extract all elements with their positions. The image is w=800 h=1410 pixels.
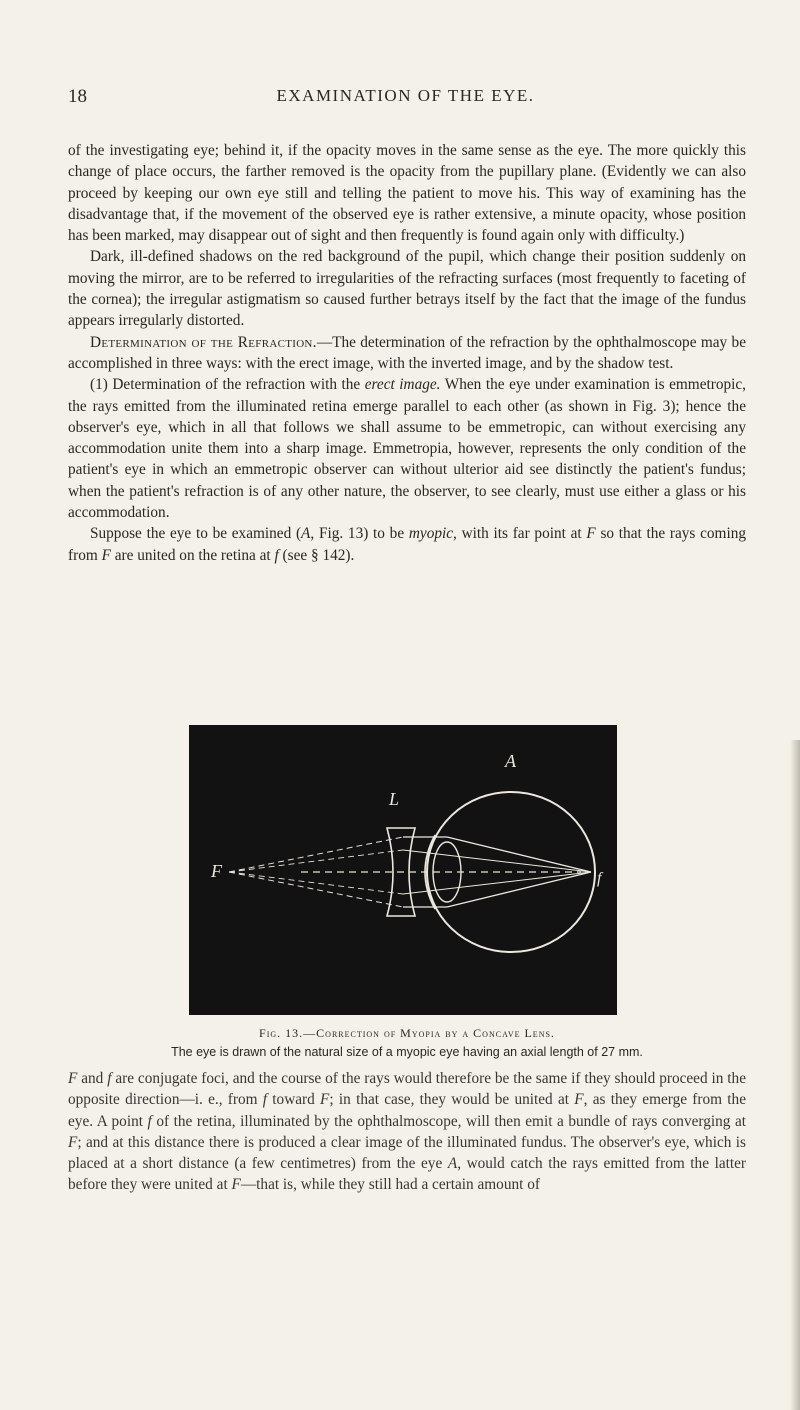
- section-heading: Determination of the Refraction.: [90, 333, 317, 351]
- body-text-bottom: [68, 1068, 746, 1196]
- paragraph-myopic: [68, 523, 746, 566]
- paragraph-conjugate-foci: [68, 1068, 746, 1196]
- section-intro-text: —The determination of the refraction by the ophthalmoscope may be accomplished in three ways: with the erect image, with the inverted image, and by the shadow test.: [68, 333, 746, 372]
- symbol-f: f: [262, 1091, 268, 1109]
- symbol-F: F: [320, 1091, 330, 1109]
- symbol-f: f: [147, 1112, 152, 1130]
- emphasis-myopic: myopic: [408, 525, 454, 543]
- text-span: , would catch the rays emitted from the latter before they were united at: [68, 1155, 746, 1194]
- symbol-F: F: [101, 546, 111, 564]
- caption-title: Fig. 13.—Correction of Myopia by a Concave Lens.: [259, 1026, 555, 1040]
- figure-caption: [68, 1026, 746, 1059]
- text-span: (1) Determination of the refraction with the: [90, 376, 365, 394]
- label-L: L: [389, 789, 400, 809]
- text-span: are conjugate foci, and the course of the rays would therefore be the same if they should proceed in the opposite direction—i. e., from: [68, 1070, 746, 1109]
- symbol-F: F: [574, 1091, 584, 1109]
- caption-note: The eye is drawn of the natural size of a myopic eye having an axial length of 27 mm.: [171, 1045, 643, 1059]
- text-span: (see § 142).: [278, 546, 355, 564]
- symbol-F: F: [68, 1070, 78, 1087]
- text-span: ; in that case, they would be united at: [329, 1091, 575, 1109]
- emphasis-erect-image: erect image.: [364, 376, 441, 394]
- text-span: Suppose the eye to be examined (: [90, 525, 302, 543]
- paragraph-2: Dark, ill-defined shadows on the red background of the pupil, which change their position suddenly on moving the mirror, are to be referred to irregularities of the refracting surfaces (most frequently to faceting of the cornea); the irregular astigmatism so caused further betrays itself by the fact that the image of the fundus appears irregularly distorted.: [68, 248, 746, 330]
- symbol-f: f: [274, 546, 279, 564]
- symbol-F: F: [586, 525, 596, 543]
- myopia-diagram: [189, 725, 617, 1015]
- page-header: [68, 86, 743, 116]
- label-F: F: [211, 861, 222, 881]
- page-number: 18: [68, 86, 87, 107]
- text-span: and: [77, 1070, 108, 1087]
- text-span: ; and at this distance there is produced a clear image of the illuminated fundus. The observer's eye, which is placed at a short distance (a few centimetres) from the eye: [68, 1133, 746, 1173]
- text-span: , as they emerge from the eye. A point: [68, 1091, 746, 1130]
- text-span: , with its far point at: [453, 525, 587, 543]
- text-span: of the retina, illuminated by the ophthalmoscope, will then emit a bundle of rays converging at: [151, 1112, 747, 1130]
- text-span: are united on the retina at: [110, 546, 275, 564]
- text-span: When the eye under examination is emmetropic, the rays emitted from the illuminated retina emerge parallel to each other (as shown in Fig. 3); hence the observer's eye, which in all that follows we shall assume to be emmetropic, can without exercising any accommodation unite them into a sharp image. Emmetropia, however, represents the only condition of the patient's eye in which an emmetropic observer can without ulterior aid see distinctly the patient's fundus; when the patient's refraction is of any other nature, the observer, to see clearly, must use either a glass or his accommodation.: [68, 376, 746, 522]
- label-f: f: [597, 870, 602, 887]
- page-edge-shadow: [790, 740, 800, 1410]
- label-A: A: [505, 751, 516, 771]
- text-span: so that the rays coming from: [68, 525, 746, 564]
- text-span: toward: [267, 1091, 321, 1109]
- text-span: —that is, while they still had a certain amount of: [240, 1176, 540, 1194]
- running-head: EXAMINATION OF THE EYE.: [276, 86, 535, 105]
- text-span: , Fig. 13) to be: [310, 525, 409, 543]
- symbol-F: F: [231, 1176, 241, 1194]
- paragraph-erect-image: [68, 374, 746, 523]
- paragraph-1: of the investigating eye; behind it, if the opacity moves in the same sense as the eye. The more quickly this change of place occurs, the farther removed is the opacity from the pupillary plane. (Evidently we can also proceed by keeping our own eye still and telling the patient to move his. This way of examining has the disadvantage that, if the movement of the observed eye is rather extensive, a minute opacity, whose position has been marked, may disappear out of sight and then frequently is found again only with difficulty.): [68, 142, 746, 245]
- body-text-top: [68, 140, 746, 566]
- paragraph-section-intro: [68, 332, 746, 375]
- symbol-F: F: [68, 1133, 78, 1151]
- figure-13-myopia-correction: [189, 725, 617, 1015]
- symbol-A: A: [447, 1155, 458, 1173]
- symbol-f: f: [107, 1070, 112, 1087]
- symbol-A: A: [301, 525, 311, 543]
